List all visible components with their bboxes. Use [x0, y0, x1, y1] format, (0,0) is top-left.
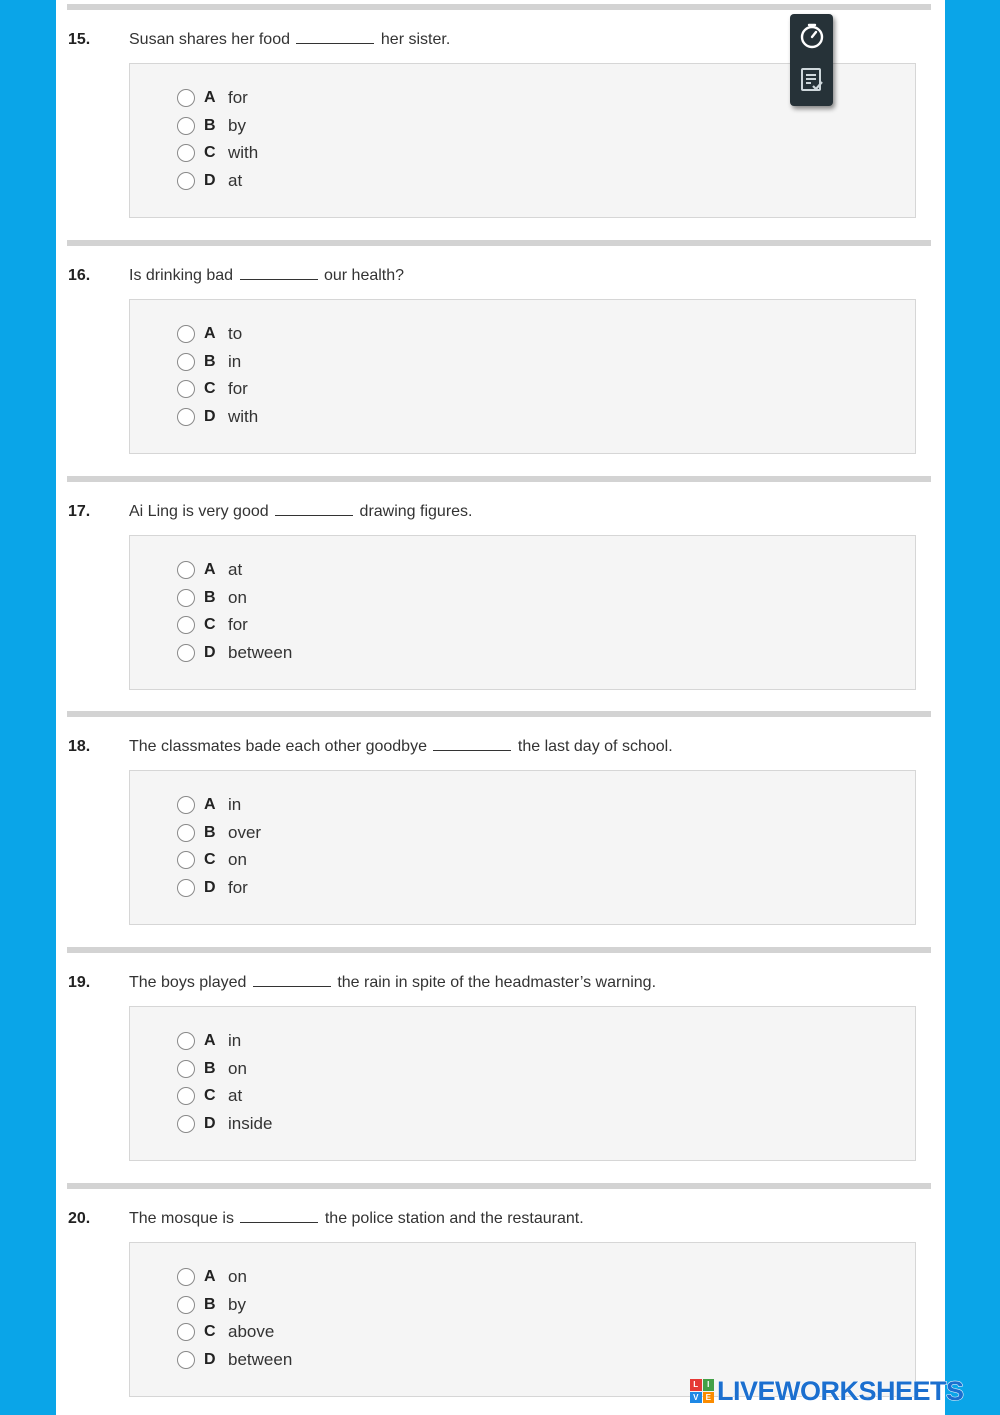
option-c[interactable] — [177, 142, 258, 164]
radio-button[interactable] — [177, 1060, 195, 1078]
liveworksheets-logo — [690, 1374, 964, 1408]
option-letter: D — [204, 644, 216, 661]
option-letter: A — [204, 1268, 216, 1285]
radio-button[interactable] — [177, 1323, 195, 1341]
question-number: 20. — [68, 1210, 91, 1227]
option-text: inside — [228, 1114, 273, 1133]
question-number: 17. — [68, 503, 91, 520]
option-letter: A — [204, 1032, 216, 1049]
question-19 — [56, 947, 945, 1183]
question-text-after: the rain in spite of the headmaster’s warning. — [337, 974, 657, 991]
option-text: on — [228, 1267, 247, 1286]
option-letter: D — [204, 1351, 216, 1368]
option-a[interactable] — [177, 1266, 247, 1288]
option-text: with — [228, 407, 259, 426]
option-letter: A — [204, 325, 216, 342]
radio-button[interactable] — [177, 1115, 195, 1133]
question-text-after: the last day of school. — [517, 738, 673, 755]
option-letter: B — [204, 117, 216, 134]
option-text: for — [228, 88, 248, 107]
radio-button[interactable] — [177, 1296, 195, 1314]
option-d[interactable] — [177, 642, 292, 664]
question-text-after: the police station and the restaurant. — [324, 1210, 584, 1227]
answer-blank — [253, 986, 331, 987]
question-text-before: Susan shares her food — [129, 31, 290, 48]
option-c[interactable] — [177, 1085, 242, 1107]
right-side-bar — [945, 0, 1000, 1415]
option-b[interactable] — [177, 587, 247, 609]
option-letter: C — [204, 1323, 216, 1340]
radio-button[interactable] — [177, 89, 195, 107]
option-d[interactable] — [177, 877, 248, 899]
question-text — [129, 974, 656, 992]
option-letter: D — [204, 1115, 216, 1132]
question-number: 16. — [68, 267, 91, 284]
radio-button[interactable] — [177, 1087, 195, 1105]
option-text: above — [228, 1322, 275, 1341]
answers-button[interactable] — [796, 64, 827, 95]
radio-button[interactable] — [177, 408, 195, 426]
option-letter: B — [204, 1060, 216, 1077]
question-text — [129, 1210, 584, 1228]
radio-button[interactable] — [177, 796, 195, 814]
radio-button[interactable] — [177, 851, 195, 869]
question-divider — [67, 4, 931, 10]
option-text: in — [228, 352, 242, 371]
option-letter: A — [204, 561, 216, 578]
question-text — [129, 503, 473, 521]
option-c[interactable] — [177, 378, 248, 400]
radio-button[interactable] — [177, 380, 195, 398]
answer-options-box — [129, 1006, 916, 1161]
option-letter: B — [204, 1296, 216, 1313]
option-a[interactable] — [177, 559, 242, 581]
option-c[interactable] — [177, 1321, 274, 1343]
option-text: over — [228, 823, 262, 842]
option-a[interactable] — [177, 87, 248, 109]
question-text — [129, 267, 404, 285]
option-text: by — [228, 1295, 246, 1314]
answer-options-box — [129, 299, 916, 454]
option-text: for — [228, 379, 248, 398]
option-letter: C — [204, 1087, 216, 1104]
option-letter: D — [204, 408, 216, 425]
question-text-after: drawing figures. — [359, 503, 473, 520]
question-18 — [56, 711, 945, 947]
question-divider — [67, 240, 931, 246]
question-text-before: The boys played — [129, 974, 247, 991]
option-letter: D — [204, 879, 216, 896]
question-text — [129, 31, 450, 49]
answer-blank — [240, 1222, 318, 1223]
option-letter: C — [204, 144, 216, 161]
option-text: in — [228, 1031, 242, 1050]
option-b[interactable] — [177, 1058, 247, 1080]
question-text — [129, 738, 673, 756]
option-d[interactable] — [177, 406, 258, 428]
option-b[interactable] — [177, 822, 261, 844]
logo-letter-e: E — [703, 1392, 715, 1404]
option-c[interactable] — [177, 614, 248, 636]
logo-letter-v: V — [690, 1392, 702, 1404]
option-letter: A — [204, 796, 216, 813]
option-letter: B — [204, 824, 216, 841]
question-text-before: The mosque is — [129, 1210, 234, 1227]
option-letter: C — [204, 616, 216, 633]
question-text-before: The classmates bade each other goodbye — [129, 738, 427, 755]
question-16 — [56, 240, 945, 476]
question-text-after: our health? — [323, 267, 405, 284]
radio-button[interactable] — [177, 353, 195, 371]
logo-text: LIVEWORKSHEETS — [717, 1375, 964, 1406]
question-17 — [56, 476, 945, 712]
radio-button[interactable] — [177, 879, 195, 897]
option-text: at — [228, 560, 243, 579]
timer-button[interactable] — [796, 20, 827, 51]
worksheet — [56, 0, 945, 1415]
question-divider — [67, 947, 931, 953]
option-text: between — [228, 1350, 293, 1369]
radio-button[interactable] — [177, 1351, 195, 1369]
radio-button[interactable] — [177, 824, 195, 842]
stopwatch-icon — [798, 22, 826, 50]
question-number: 18. — [68, 738, 91, 755]
option-letter: B — [204, 589, 216, 606]
option-text: on — [228, 1059, 247, 1078]
option-letter: A — [204, 89, 216, 106]
question-divider — [67, 1183, 931, 1189]
radio-button[interactable] — [177, 616, 195, 634]
option-letter: B — [204, 353, 216, 370]
option-letter: C — [204, 380, 216, 397]
radio-button[interactable] — [177, 1268, 195, 1286]
logo-letter-l: L — [690, 1379, 702, 1391]
option-a[interactable] — [177, 323, 242, 345]
radio-button[interactable] — [177, 144, 195, 162]
option-text: at — [228, 1086, 243, 1105]
radio-button[interactable] — [177, 117, 195, 135]
answer-blank — [275, 515, 353, 516]
option-b[interactable] — [177, 351, 241, 373]
option-c[interactable] — [177, 849, 247, 871]
option-text: at — [228, 171, 243, 190]
question-text-after: her sister. — [380, 31, 451, 48]
option-text: on — [228, 850, 247, 869]
option-a[interactable] — [177, 794, 241, 816]
radio-button[interactable] — [177, 172, 195, 190]
radio-button[interactable] — [177, 561, 195, 579]
question-number: 19. — [68, 974, 91, 991]
option-d[interactable] — [177, 1349, 292, 1371]
left-side-bar — [0, 0, 56, 1415]
option-b[interactable] — [177, 1294, 246, 1316]
option-text: in — [228, 795, 242, 814]
option-text: by — [228, 116, 246, 135]
logo-grid-icon — [690, 1379, 714, 1403]
option-text: between — [228, 643, 293, 662]
option-text: for — [228, 878, 248, 897]
answer-blank — [433, 750, 511, 751]
question-divider — [67, 711, 931, 717]
option-text: to — [228, 324, 243, 343]
option-letter: C — [204, 851, 216, 868]
option-text: for — [228, 615, 248, 634]
option-letter: D — [204, 172, 216, 189]
radio-button[interactable] — [177, 644, 195, 662]
radio-button[interactable] — [177, 1032, 195, 1050]
logo-letter-i: I — [703, 1379, 715, 1391]
checklist-icon — [798, 66, 826, 94]
answer-blank — [240, 279, 318, 280]
option-d[interactable] — [177, 1113, 272, 1135]
radio-button[interactable] — [177, 325, 195, 343]
answer-options-box — [129, 535, 916, 690]
option-b[interactable] — [177, 115, 246, 137]
option-text: with — [228, 143, 259, 162]
question-number: 15. — [68, 31, 91, 48]
tool-panel — [790, 14, 833, 106]
question-text-before: Ai Ling is very good — [129, 503, 269, 520]
option-a[interactable] — [177, 1030, 241, 1052]
radio-button[interactable] — [177, 589, 195, 607]
option-d[interactable] — [177, 170, 242, 192]
answer-blank — [296, 43, 374, 44]
question-text-before: Is drinking bad — [129, 267, 234, 284]
option-text: on — [228, 588, 247, 607]
answer-options-box — [129, 770, 916, 925]
question-divider — [67, 476, 931, 482]
